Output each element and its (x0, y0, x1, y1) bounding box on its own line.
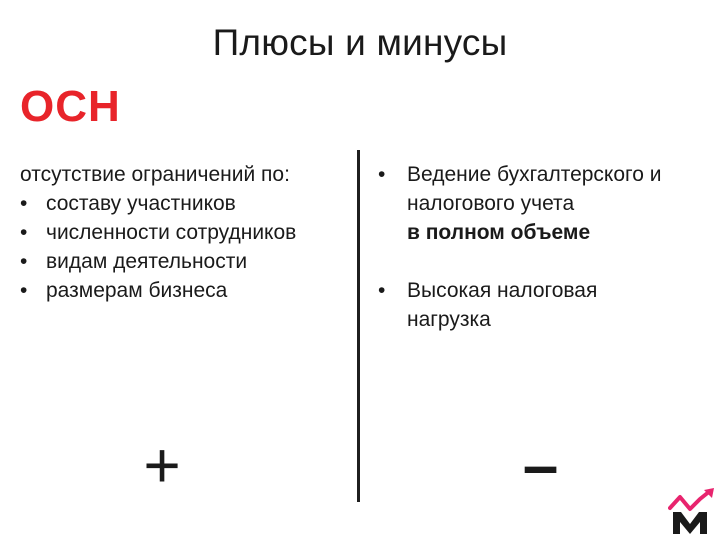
minus-sign: – (522, 429, 559, 501)
pros-item-employees: численности сотрудников (46, 221, 297, 244)
pros-list (20, 189, 350, 305)
bullet: • (20, 250, 28, 273)
column-divider (357, 150, 360, 502)
cons-item-accounting-emphasis: в полном объеме (407, 221, 591, 244)
cons-list (378, 160, 708, 334)
list-item (20, 276, 350, 305)
bullet: • (20, 192, 28, 215)
bullet: • (20, 279, 28, 302)
cons-item-accounting-line1: Ведение бухгалтерского и (407, 163, 662, 186)
cons-column (378, 160, 708, 334)
cons-item-accounting-line2: налогового учета (407, 192, 575, 215)
slide-title: Плюсы и минусы (212, 22, 508, 63)
cons-item-tax-load-line1: Высокая налоговая (407, 279, 598, 302)
cons-item-tax-load-line2: нагрузка (407, 308, 491, 331)
pros-item-activities: видам деятельности (46, 250, 248, 273)
list-item (378, 160, 708, 247)
list-item (20, 189, 350, 218)
list-item (378, 276, 708, 334)
list-item (20, 218, 350, 247)
pros-column (20, 160, 350, 305)
pros-item-participants: составу участников (46, 192, 236, 215)
bullet: • (20, 221, 28, 244)
slide-subtitle: ОСН (20, 82, 121, 131)
bullet: • (378, 279, 386, 302)
pros-item-business-size: размерам бизнеса (46, 279, 228, 302)
plus-sign: + (143, 429, 181, 501)
pros-intro: отсутствие ограничений по: (20, 163, 290, 186)
list-item (20, 247, 350, 276)
bullet: • (378, 163, 386, 186)
growth-m-logo-icon (668, 488, 716, 536)
